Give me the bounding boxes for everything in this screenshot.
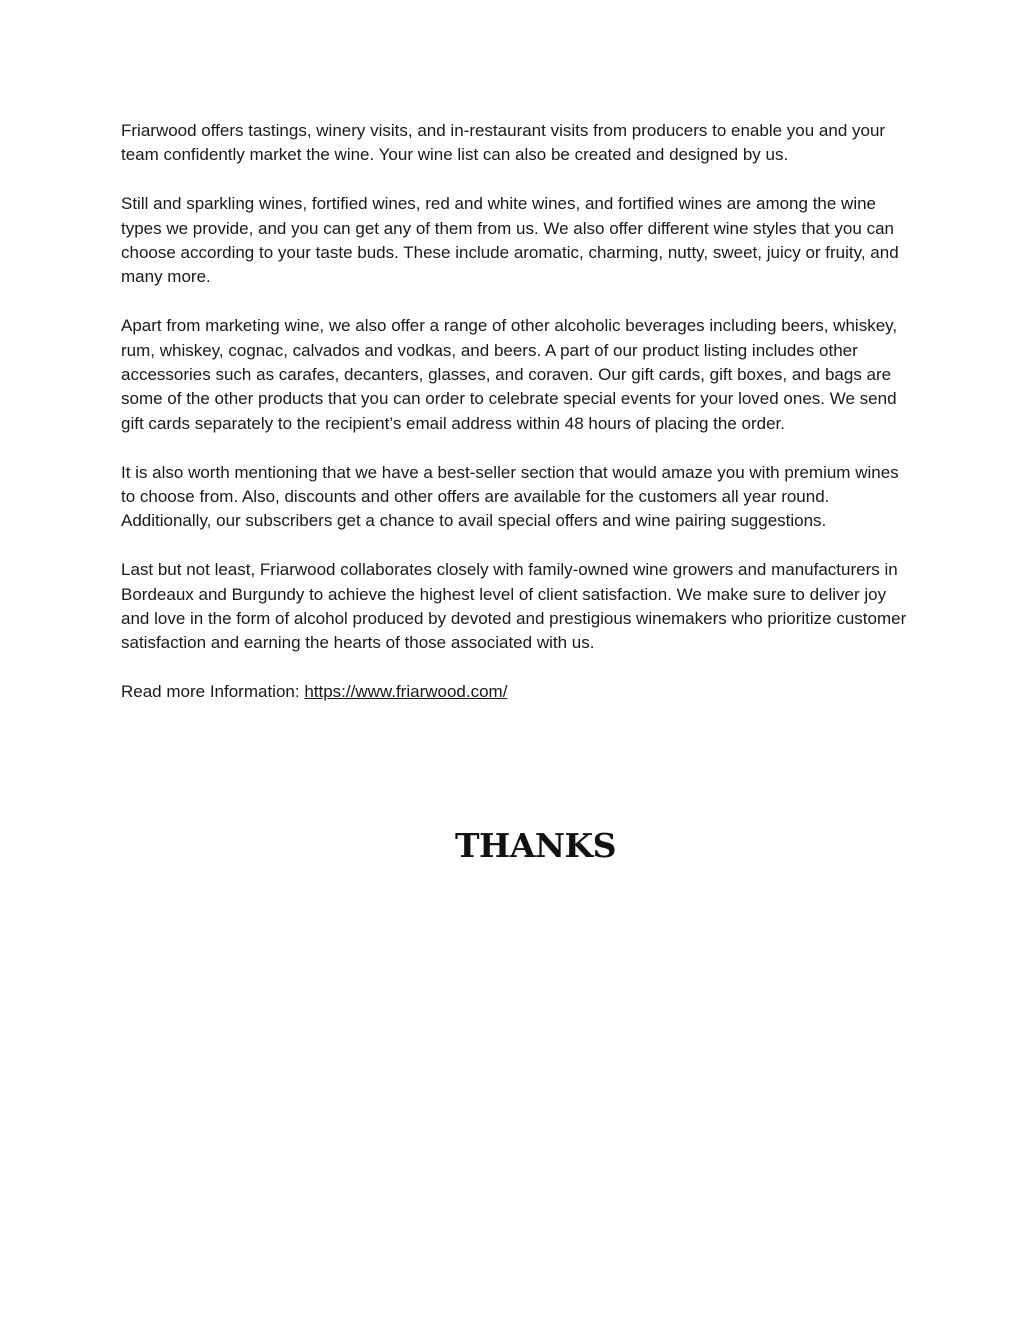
document-body xyxy=(121,119,911,729)
thanks-heading: THANKS xyxy=(454,826,617,865)
paragraph-wine-types: Still and sparkling wines, fortified wines, red and white wines, and fortified wines are among the wine types we provide, and you can get any of them from us. We also offer different wine styles that you can choose according to your taste buds. These include aromatic, charming, nutty, sweet, juicy or fruity, and many more. xyxy=(121,194,899,287)
read-more-label: Read more Information: xyxy=(121,682,305,702)
friarwood-website-link[interactable]: https://www.friarwood.com/ xyxy=(304,682,508,702)
read-more-line xyxy=(121,680,911,704)
paragraph-best-sellers: It is also worth mentioning that we have a best-seller section that would amaze you with premium wines to choose from. Also, discounts and other offers are available for the customers all year round. Additionally, our subscribers get a chance to avail special offers and wine pairing suggestions. xyxy=(121,462,899,531)
paragraph-other-beverages: Apart from marketing wine, we also offer a range of other alcoholic beverages including beers, whiskey, rum, whiskey, cognac, calvados and vodkas, and beers. A part of our product listing includes other accessories such as carafes, decanters, glasses, and coraven. Our gift cards, gift boxes, and bags are some of the other products that you can order to celebrate special events for your loved ones. We send gift cards separately to the recipient’s email address within 48 hours of placing the order. xyxy=(121,316,898,433)
paragraph-tastings: Friarwood offers tastings, winery visits, and in-restaurant visits from producers to enable you and your team confidently market the wine. Your wine list can also be created and designed by us. xyxy=(121,121,886,165)
paragraph-collaboration: Last but not least, Friarwood collaborates closely with family-owned wine growers and manufacturers in Bordeaux and Burgundy to achieve the highest level of client satisfaction. We make sure to deliver joy and love in the form of alcohol produced by devoted and prestigious winemakers who prioritize customer satisfaction and earning the hearts of those associated with us. xyxy=(121,560,907,653)
